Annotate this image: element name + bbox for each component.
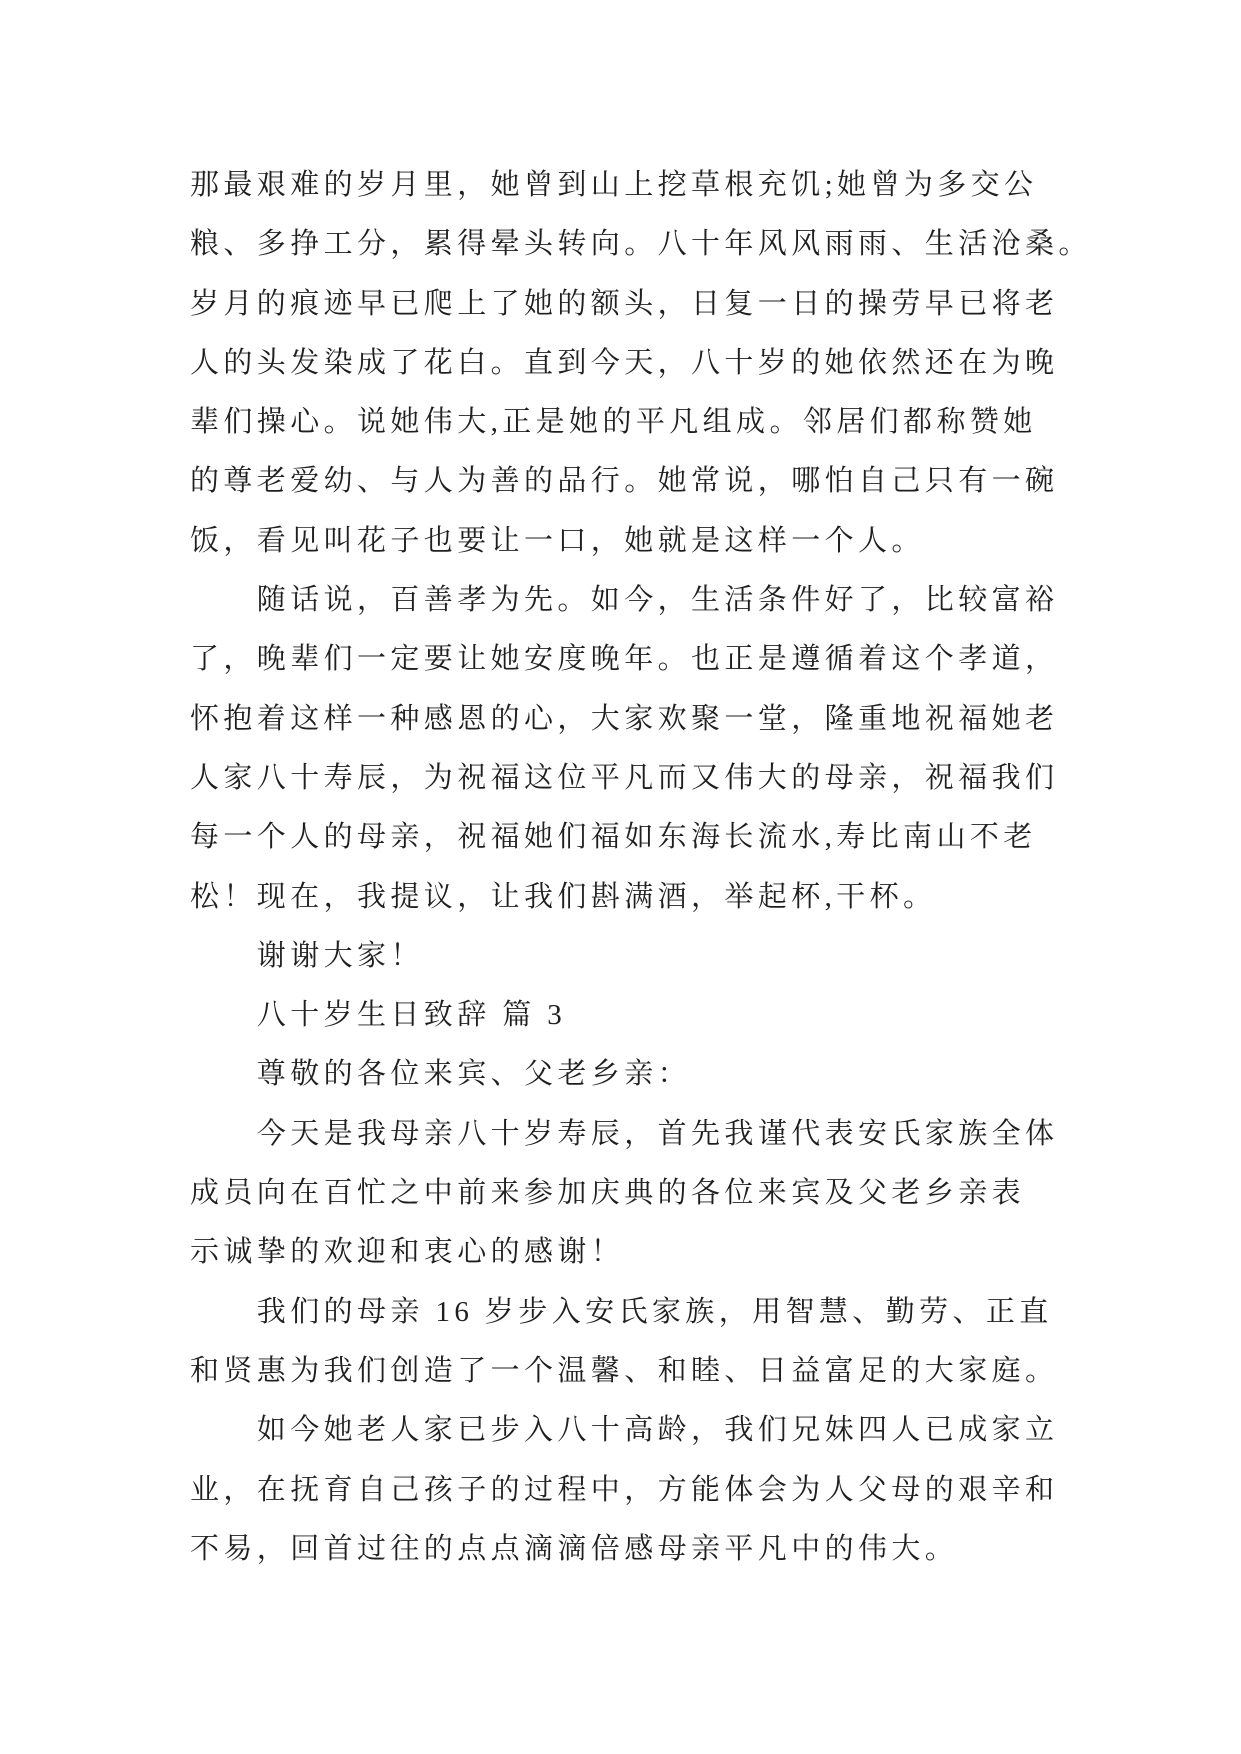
heading-text: 八十岁生日致辞 篇 3 <box>256 999 567 1032</box>
paragraph <box>190 571 1241 927</box>
paragraph <box>190 1283 1241 1402</box>
paragraph <box>190 156 1241 571</box>
text-line: 每一个人的母亲，祝福她们福如东海长流水,寿比南山不老 <box>190 821 1037 854</box>
text-line: 不易，回首过往的点点滴滴倍感母亲平凡中的伟大。 <box>190 1532 959 1565</box>
text-line: 饭，看见叫花子也要让一口，她就是这样一个人。 <box>190 524 925 557</box>
text-line: 了，晚辈们一定要让她安度晚年。也正是遵循着这个孝道， <box>190 643 1059 676</box>
text-line: 尊敬的各位来宾、父老乡亲： <box>256 1058 691 1091</box>
text-line: 松！现在，我提议，让我们斟满酒，举起杯,干杯。 <box>190 880 937 913</box>
text-line: 人家八十寿辰，为祝福这位平凡而又伟大的母亲，祝福我们 <box>190 761 1059 794</box>
text-line: 成员向在百忙之中前来参加庆典的各位来宾及父老乡亲表 <box>190 1177 1026 1210</box>
text-line: 那最艰难的岁月里，她曾到山上挖草根充饥;她曾为多交公 <box>190 169 1038 201</box>
text-line: 岁月的痕迹早已爬上了她的额头，日复一日的操劳早已将老 <box>190 287 1059 320</box>
section-heading <box>190 986 1241 1045</box>
text-line: 粮、多挣工分，累得晕头转向。八十年风风雨雨、生活沧桑。 <box>190 228 1092 261</box>
text-line: 我们的母亲 16 岁步入安氏家族，用智慧、勤劳、正直 <box>256 1295 1053 1328</box>
text-line: 的尊老爱幼、与人为善的品行。她常说，哪怕自己只有一碗 <box>190 465 1059 498</box>
paragraph <box>190 1105 1241 1283</box>
text-line: 如今她老人家已步入八十高龄，我们兄妹四人已成家立 <box>256 1414 1059 1447</box>
salutation <box>190 1045 1241 1104</box>
text-line: 今天是我母亲八十岁寿辰，首先我谨代表安氏家族全体 <box>256 1117 1059 1150</box>
paragraph <box>190 927 1241 986</box>
text-line: 谢谢大家！ <box>256 939 424 972</box>
paragraph <box>190 1401 1241 1579</box>
text-line: 人的头发染成了花白。直到今天，八十岁的她依然还在为晚 <box>190 346 1059 379</box>
text-line: 随话说，百善孝为先。如今，生活条件好了，比较富裕 <box>256 584 1059 617</box>
text-line: 示诚挚的欢迎和衷心的感谢！ <box>190 1236 625 1269</box>
text-line: 业，在抚育自己孩子的过程中，方能体会为人父母的艰辛和 <box>190 1473 1059 1506</box>
text-line: 辈们操心。说她伟大,正是她的平凡组成。邻居们都称赞她 <box>190 406 1037 439</box>
text-line: 和贤惠为我们创造了一个温馨、和睦、日益富足的大家庭。 <box>190 1354 1059 1387</box>
text-line: 怀抱着这样一种感恩的心，大家欢聚一堂，隆重地祝福她老 <box>190 702 1059 735</box>
